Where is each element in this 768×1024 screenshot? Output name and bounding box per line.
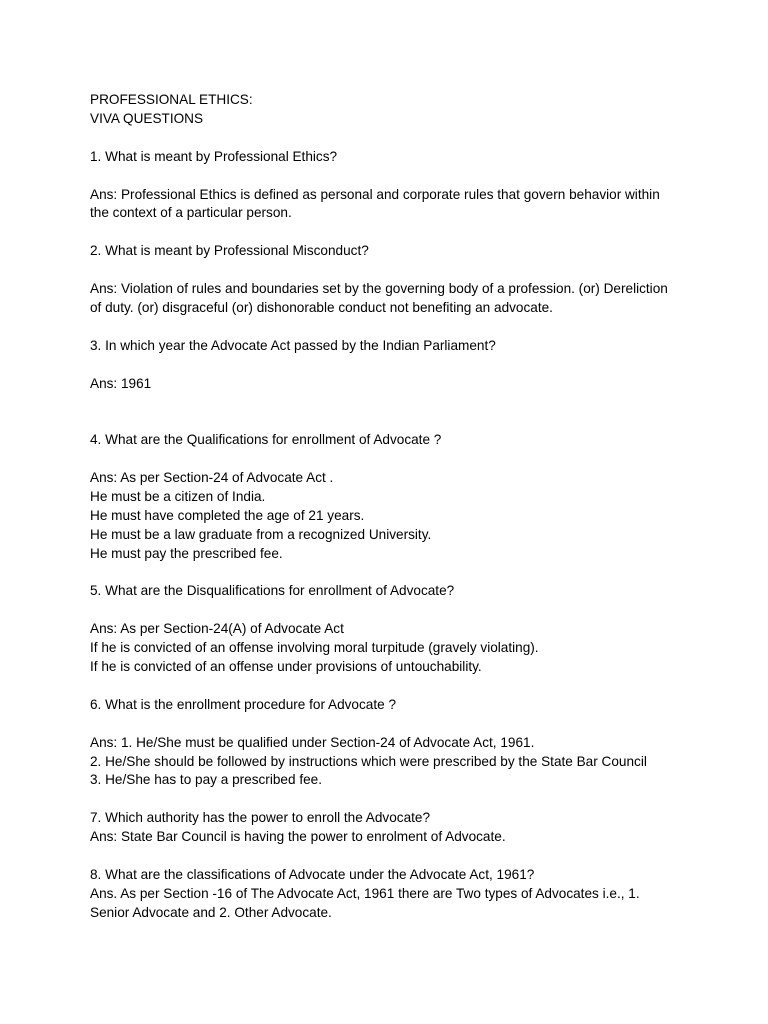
answer-1-line-2: the context of a particular person.	[90, 205, 292, 221]
answer-6-line-1: Ans: 1. He/She must be qualified under Section-24 of Advocate Act, 1961.	[90, 734, 535, 750]
spacer	[90, 715, 690, 734]
answer-5-line-1: Ans: As per Section-24(A) of Advocate Act	[90, 621, 344, 637]
answer-3-line-1: Ans: 1961	[90, 375, 152, 391]
spacer	[90, 564, 690, 583]
question-8: 8. What are the classifications of Advocate under the Advocate Act, 1961?	[90, 866, 535, 882]
question-4: 4. What are the Qualifications for enrollment of Advocate ?	[90, 432, 442, 448]
answer-5-line-3: If he is convicted of an offense under provisions of untouchability.	[90, 659, 482, 675]
question-2: 2. What is meant by Professional Misconduct?	[90, 243, 369, 259]
answer-4-line-5: He must pay the prescribed fee.	[90, 545, 283, 561]
document-subtitle: VIVA QUESTIONS	[90, 110, 204, 126]
answer-6-line-2: 2. He/She should be followed by instructions which were prescribed by the State Bar Council	[90, 753, 647, 769]
answer-1-line-1: Ans: Professional Ethics is defined as personal and corporate rules that govern behavior within	[90, 186, 660, 202]
spacer	[90, 790, 690, 809]
answer-4-line-4: He must be a law graduate from a recognized University.	[90, 526, 432, 542]
document-page	[90, 91, 690, 923]
spacer	[90, 129, 690, 148]
spacer	[90, 261, 690, 280]
spacer	[90, 677, 690, 696]
question-5: 5. What are the Disqualifications for enrollment of Advocate?	[90, 583, 455, 599]
answer-4-line-3: He must have completed the age of 21 years.	[90, 507, 365, 523]
answer-8-line-1: Ans. As per Section -16 of The Advocate Act, 1961 there are Two types of Advocates i.e., 1.	[90, 885, 640, 901]
answer-4-line-1: Ans: As per Section-24 of Advocate Act .	[90, 469, 334, 485]
answer-8-line-2: Senior Advocate and 2. Other Advocate.	[90, 904, 332, 920]
spacer	[90, 847, 690, 866]
answer-4-line-2: He must be a citizen of India.	[90, 488, 266, 504]
answer-7-line-1: Ans: State Bar Council is having the power to enrolment of Advocate.	[90, 829, 506, 845]
spacer	[90, 356, 690, 375]
answer-6-line-3: 3. He/She has to pay a prescribed fee.	[90, 772, 322, 788]
spacer	[90, 318, 690, 337]
spacer	[90, 412, 690, 431]
answer-5-line-2: If he is convicted of an offense involving moral turpitude (gravely violating).	[90, 640, 539, 656]
spacer	[90, 393, 690, 412]
spacer	[90, 601, 690, 620]
question-7: 7. Which authority has the power to enroll the Advocate?	[90, 810, 431, 826]
spacer	[90, 223, 690, 242]
question-6: 6. What is the enrollment procedure for Advocate ?	[90, 696, 397, 712]
answer-2-line-2: of duty. (or) disgraceful (or) dishonorable conduct not benefiting an advocate.	[90, 299, 553, 315]
spacer	[90, 167, 690, 186]
question-3: 3. In which year the Advocate Act passed by the Indian Parliament?	[90, 337, 496, 353]
spacer	[90, 450, 690, 469]
document-title: PROFESSIONAL ETHICS:	[90, 92, 253, 107]
question-1: 1. What is meant by Professional Ethics?	[90, 148, 338, 164]
answer-2-line-1: Ans: Violation of rules and boundaries set by the governing body of a profession. (or) Dereliction	[90, 281, 668, 296]
